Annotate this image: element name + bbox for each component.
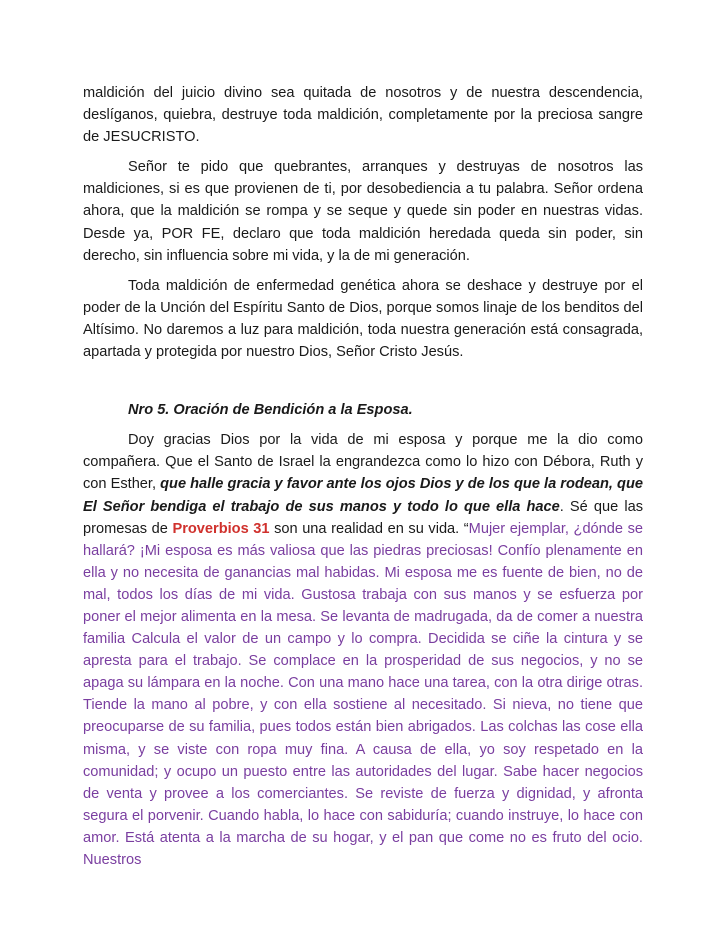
paragraph-4	[83, 429, 643, 871]
paragraph-4-after-reference: son una realidad en su vida. “	[269, 520, 469, 537]
section-spacer	[83, 371, 643, 399]
paragraph-2: Señor te pido que quebrantes, arranques y destruyas de nosotros las maldiciones, si es que provienen de ti, por desobediencia a tu palabra. Señor ordena ahora, que la maldición se rompa y se seque y quede sin poder en nuestras vidas. Desde ya, POR FE, declaro que toda maldición heredada queda sin poder, sin derecho, sin influencia sobre mi vida, y la de mi generación.	[83, 159, 643, 264]
section-heading: Nro 5. Oración de Bendición a la Esposa.	[128, 402, 413, 419]
document-page	[83, 82, 643, 879]
scripture-quote: Mujer ejemplar, ¿dónde se hallará? ¡Mi esposa es más valiosa que las piedras preciosas! Confío plenamente en ella y no necesita de ganancias mal habidas. Mi esposa me es fuente de bien, no de mal, todos los días de mi vida. Gustosa trabaja con sus manos y se esfuerza por poner el mejor alimenta en la mesa. Se levanta de madrugada, da de comer a nuestra familia Calcula el valor de un campo y lo compra. Decidida se ciñe la cintura y se apresta para el trabajo. Se complace en la prosperidad de sus negocios, y no se apaga su lámpara en la noche. Con una mano hace una tarea, con la otra dirige otras. Tiende la mano al pobre, y con ella sostiene al necesitado. Si nieva, no tiene que preocuparse de su familia, pues todos están bien abrigados. Las colchas las cose ella misma, y se viste con ropa muy fina. A causa de ella, yo soy respetado en la comunidad; y ocupo un puesto entre las autoridades del lugar. Sabe hacer negocios de venta y provee a los comerciantes. Se reviste de fuerza y dignidad, y afronta segura el porvenir. Cuando habla, lo hace con sabiduría; cuando instruye, lo hace con amor. Está atenta a la marcha de su hogar, y el pan que come no es fruto del ocio. Nuestros	[83, 520, 644, 868]
paragraph-4-mid: . Sé que las promesas de	[83, 498, 643, 537]
paragraph-1: maldición del juicio divino sea quitada de nosotros y de nuestra descendencia, deslíganos, quiebra, destruye toda maldición, completamente por la preciosa sangre de JESUCRISTO.	[83, 85, 643, 146]
paragraph-4-emphasis: que halle gracia y favor ante los ojos Dios y de los que la rodean, que El Señor bendiga el trabajo de sus manos y todo lo que ella hace	[83, 476, 643, 515]
scripture-reference: Proverbios 31	[172, 520, 270, 537]
paragraph-4-intro: Doy gracias Dios por la vida de mi esposa y porque me la dio como compañera. Que el Santo de Israel la engrandezca como lo hizo con Débora, Ruth y con Esther,	[83, 432, 643, 493]
paragraph-3: Toda maldición de enfermedad genética ahora se deshace y destruye por el poder de la Unción del Espíritu Santo de Dios, porque somos linaje de los benditos del Altísimo. No daremos a luz para maldición, toda nuestra generación está consagrada, apartada y protegida por nuestro Dios, Señor Cristo Jesús.	[83, 277, 643, 361]
